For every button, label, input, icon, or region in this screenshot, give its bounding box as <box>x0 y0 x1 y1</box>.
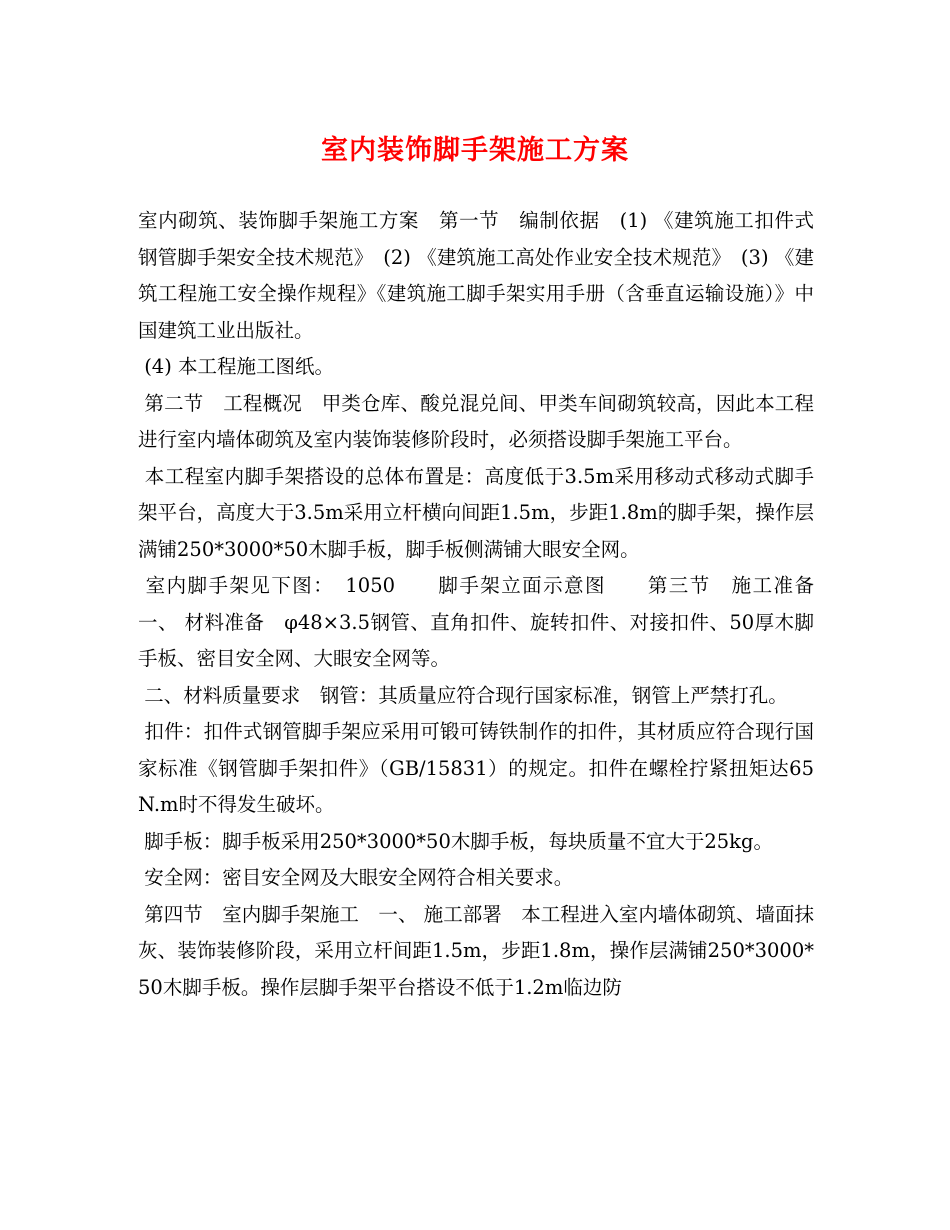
paragraph-basis: 室内砌筑、装饰脚手架施工方案 第一节 编制依据 (1) 《建筑施工扣件式钢管脚手架安全技术规范》 (2) 《建筑施工高处作业安全技术规范》 (3) 《建筑工程施工安全操作规程》《建筑施工脚手架实用手册（含垂直运输设施）》中国建筑工业出版社。 <box>138 209 814 342</box>
document-title: 室内装饰脚手架施工方案 <box>321 135 629 166</box>
paragraph-drawings: (4) 本工程施工图纸。 <box>138 355 335 378</box>
paragraph-material-quality: 二、材料质量要求 钢管：其质量应符合现行国家标准，钢管上严禁打孔。 <box>138 683 788 707</box>
paragraph-fasteners: 扣件：扣件式钢管脚手架应采用可锻可铸铁制作的扣件，其材质应符合现行国家标准《钢管脚手架扣件》（GB/15831）的规定。扣件在螺栓拧紧扭矩达65N.m时不得发生破坏。 <box>138 720 814 816</box>
document-body <box>138 203 834 1006</box>
paragraph-overview: 第二节 工程概况 甲类仓库、酸兑混兑间、甲类车间砌筑较高，因此本工程进行室内墙体砌筑及室内装饰装修阶段时，必须搭设脚手架施工平台。 <box>138 391 814 451</box>
paragraph-preparation: 室内脚手架见下图： 1050 脚手架立面示意图 第三节 施工准备 一、 材料准备 φ48×3.5钢管、直角扣件、旋转扣件、对接扣件、50厚木脚手板、密目安全网、大眼安全网等。 <box>138 574 834 670</box>
paragraph-layout: 本工程室内脚手架搭设的总体布置是：高度低于3.5m采用移动式移动式脚手架平台，高度大于3.5m采用立杆横向间距1.5m，步距1.8m的脚手架，操作层满铺250*3000*50木脚手板，脚手板侧满铺大眼安全网。 <box>138 464 814 561</box>
paragraph-safety-net: 安全网：密目安全网及大眼安全网符合相关要求。 <box>138 866 574 889</box>
paragraph-construction: 第四节 室内脚手架施工 一、 施工部署 本工程进入室内墙体砌筑、墙面抹灰、装饰装修阶段，采用立杆间距1.5m，步距1.8m，操作层满铺250*3000*50木脚手板。操作层脚手架平台搭设不低于1.2m临边防 <box>138 902 814 999</box>
paragraph-scaffold-boards: 脚手板：脚手板采用250*3000*50木脚手板，每块质量不宜大于25kg。 <box>138 829 773 853</box>
